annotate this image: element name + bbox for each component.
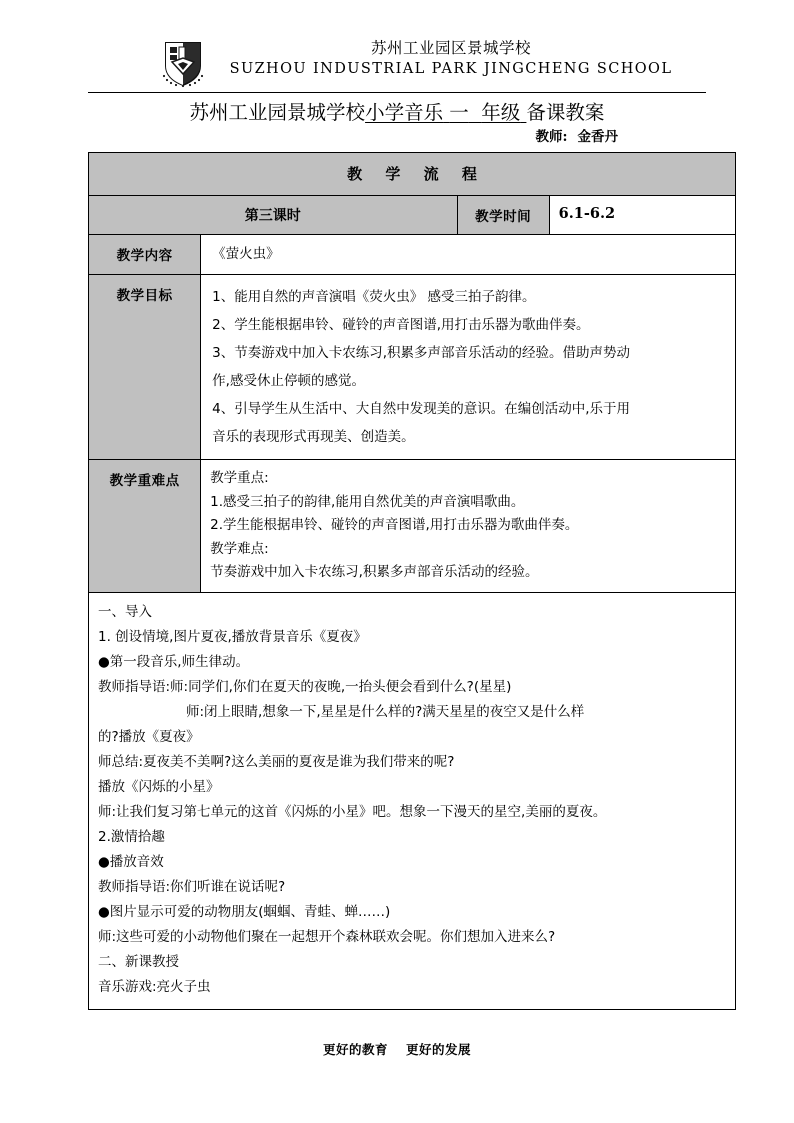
body-line: ●第一段音乐,师生律动。 bbox=[98, 653, 250, 670]
page-title bbox=[88, 100, 706, 126]
body-line: 教师指导语:你们听谁在说话呢? bbox=[98, 878, 286, 895]
table-row-body bbox=[89, 592, 736, 1009]
letterhead bbox=[88, 38, 706, 93]
goal-line: 3、节奏游戏中加入卡农练习,积累多声部音乐活动的经验。借助声势动 bbox=[212, 345, 631, 361]
table-row-period bbox=[89, 196, 736, 235]
body-line: 师总结:夏夜美不美啊?这么美丽的夏夜是谁为我们带来的呢? bbox=[98, 753, 455, 770]
school-name-en: SUZHOU INDUSTRIAL PARK JINGCHENG SCHOOL bbox=[229, 61, 673, 77]
lesson-body-text bbox=[89, 592, 736, 1009]
title-subject: 小学音乐 bbox=[365, 101, 444, 124]
lesson-plan-table bbox=[88, 152, 736, 1010]
teacher-label: 教师: bbox=[535, 129, 568, 145]
goal-line: 作,感受休止停顿的感觉。 bbox=[212, 373, 365, 389]
footer-slogan-left: 更好的教育 bbox=[322, 1042, 388, 1057]
keypoint-line: 教学难点: bbox=[210, 540, 269, 557]
teaching-goals-label: 教学目标 bbox=[89, 275, 201, 460]
teacher-name: 金香丹 bbox=[577, 129, 618, 145]
goal-line: 2、学生能根据串铃、碰铃的声音图谱,用打击乐器为歌曲伴奏。 bbox=[212, 317, 590, 333]
table-row-keypoints bbox=[89, 460, 736, 593]
body-line: 师:闭上眼睛,想象一下,星星是什么样的?满天星星的夜空又是什么样 bbox=[186, 703, 585, 720]
teaching-content-value: 《萤火虫》 bbox=[201, 235, 736, 275]
table-row-content bbox=[89, 235, 736, 275]
period-value: 第三课时 bbox=[89, 196, 458, 235]
goal-line: 4、引导学生从生活中、大自然中发现美的意识。在编创活动中,乐于用 bbox=[212, 401, 631, 417]
body-line: 播放《闪烁的小星》 bbox=[98, 778, 220, 795]
body-line: 一、导入 bbox=[98, 603, 152, 620]
teaching-time-value: 6.1-6.2 bbox=[549, 196, 735, 235]
body-line: 1. 创设情境,图片夏夜,播放背景音乐《夏夜》 bbox=[98, 628, 367, 645]
key-difficult-points-list bbox=[201, 460, 736, 593]
teaching-flow-header: 教 学 流 程 bbox=[89, 153, 736, 196]
body-line: 教师指导语:师:同学们,你们在夏天的夜晚,一抬头便会看到什么?(星星) bbox=[98, 678, 512, 695]
keypoint-line: 2.学生能根据串铃、碰铃的声音图谱,用打击乐器为歌曲伴奏。 bbox=[210, 517, 579, 533]
body-line: 二、新课教授 bbox=[98, 953, 179, 970]
title-grade-number: 一 bbox=[449, 101, 469, 124]
table-row-goals bbox=[89, 275, 736, 460]
table-row-flow-header bbox=[89, 153, 736, 196]
keypoint-line: 1.感受三拍子的韵律,能用自然优美的声音演唱歌曲。 bbox=[210, 493, 525, 510]
teaching-time-label: 教学时间 bbox=[457, 196, 549, 235]
title-school: 苏州工业园景城学校 bbox=[189, 101, 366, 124]
body-line: 师:让我们复习第七单元的这首《闪烁的小星》吧。想象一下漫天的星空,美丽的夏夜。 bbox=[98, 803, 607, 820]
letterhead-divider bbox=[88, 92, 706, 93]
page-footer bbox=[0, 1040, 794, 1058]
keypoint-line: 节奏游戏中加入卡农练习,积累多声部音乐活动的经验。 bbox=[210, 564, 539, 580]
teaching-goals-list bbox=[201, 275, 736, 460]
teaching-content-label: 教学内容 bbox=[89, 235, 201, 275]
body-line: ●播放音效 bbox=[98, 853, 164, 870]
body-line: ●图片显示可爱的动物朋友(蝈蝈、青蛙、蝉……) bbox=[98, 903, 391, 920]
body-line: 2.激情拾趣 bbox=[98, 828, 165, 845]
school-name-cn: 苏州工业园区景城学校 bbox=[370, 39, 531, 57]
key-difficult-points-label: 教学重难点 bbox=[89, 460, 201, 593]
keypoint-line: 教学重点: bbox=[210, 470, 269, 486]
footer-slogan-right: 更好的发展 bbox=[406, 1042, 472, 1057]
goal-line: 1、能用自然的声音演唱《荧火虫》 感受三拍子韵律。 bbox=[212, 289, 536, 305]
title-suffix: 备课教案 bbox=[526, 101, 605, 124]
body-line: 音乐游戏:亮火子虫 bbox=[98, 978, 211, 995]
teacher-line bbox=[88, 128, 706, 146]
body-line: 师:这些可爱的小动物他们聚在一起想开个森林联欢会呢。你们想加入进来么? bbox=[98, 928, 556, 945]
goal-line: 音乐的表现形式再现美、创造美。 bbox=[212, 429, 415, 445]
title-grade-word: 年级 bbox=[481, 101, 521, 124]
body-line: 的?播放《夏夜》 bbox=[98, 728, 200, 745]
